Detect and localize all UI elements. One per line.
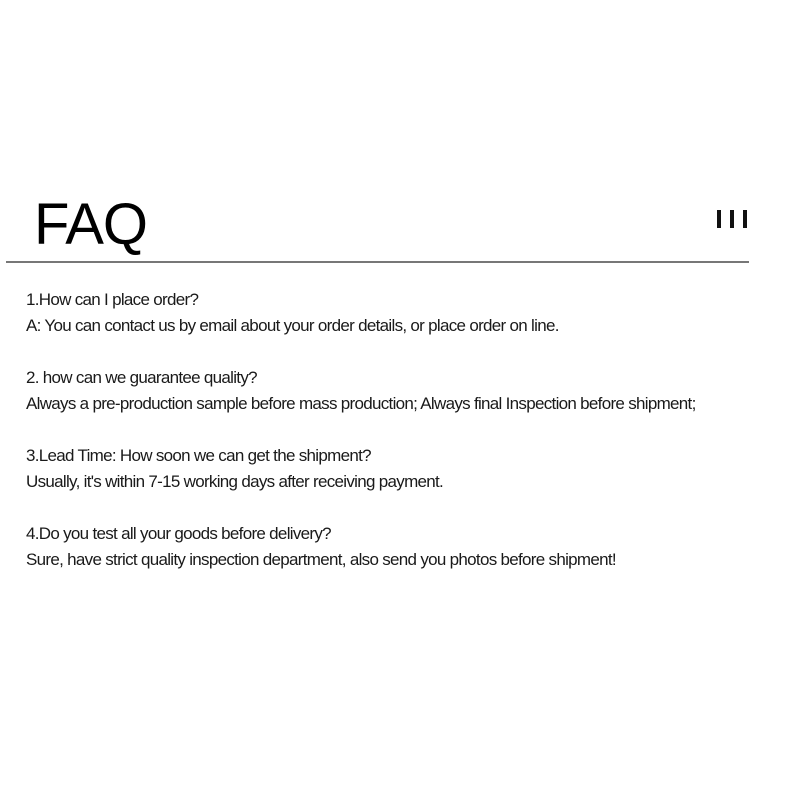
faq-question: 4.Do you test all your goods before delivery? — [26, 524, 331, 543]
faq-answer: Usually, it's within 7-15 working days after receiving payment. — [26, 472, 444, 491]
faq-answer: Always a pre-production sample before mass production; Always final Inspection before shipment; — [26, 394, 696, 413]
faq-item — [26, 287, 796, 339]
faq-item — [26, 443, 796, 495]
menu-icon-bar — [717, 210, 721, 228]
menu-icon-bar — [730, 210, 734, 228]
faq-question: 2. how can we guarantee quality? — [26, 368, 257, 387]
menu-icon-bar — [743, 210, 747, 228]
faq-item — [26, 521, 796, 573]
faq-answer: A: You can contact us by email about your order details, or place order on line. — [26, 316, 559, 335]
faq-list — [26, 287, 796, 599]
faq-item — [26, 365, 796, 417]
title-divider — [6, 261, 749, 263]
page-title: FAQ — [34, 192, 148, 257]
faq-answer: Sure, have strict quality inspection department, also send you photos before shipment! — [26, 550, 616, 569]
faq-question: 3.Lead Time: How soon we can get the shipment? — [26, 446, 371, 465]
menu-icon[interactable] — [717, 210, 747, 228]
faq-question: 1.How can I place order? — [26, 290, 199, 309]
